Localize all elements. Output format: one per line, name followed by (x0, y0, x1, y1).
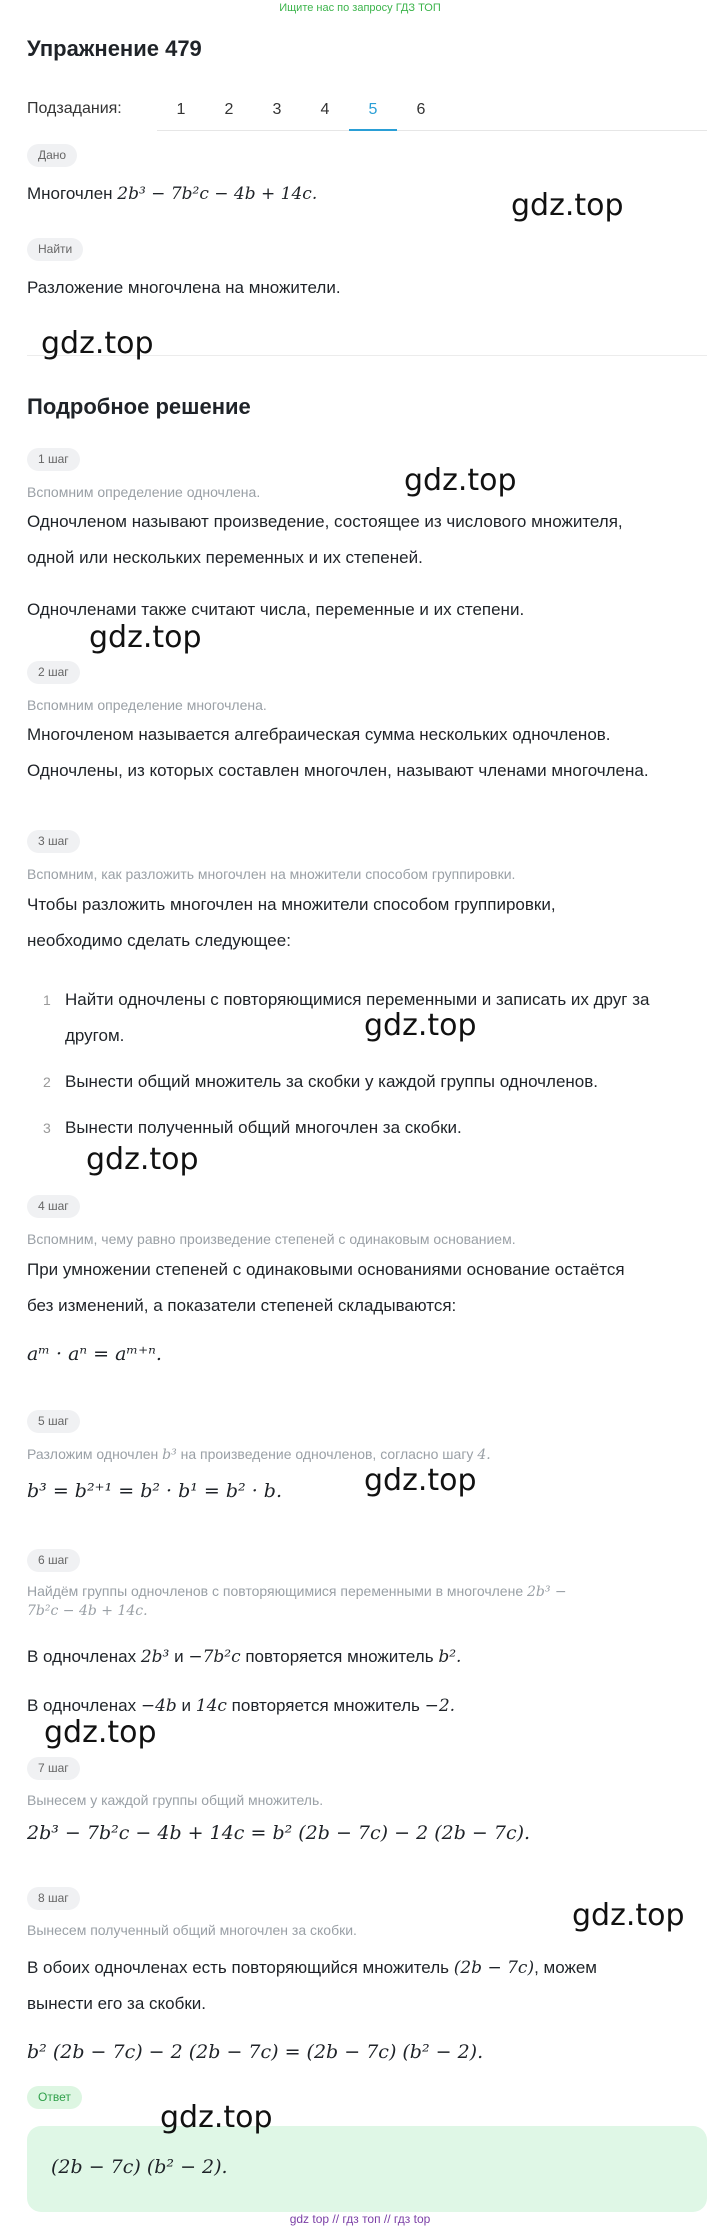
step-3-pill: 3 шаг (27, 830, 80, 853)
step-7-hint: Вынесем у каждой группы общий множитель. (27, 1792, 324, 1808)
watermark: gdz.top (404, 463, 517, 498)
footer-links[interactable]: gdz top // гдз топ // гдз top (289, 2212, 431, 2226)
given-polynomial: 2b³ − 7b²c − 4b + 14c. (117, 184, 318, 204)
list-number: 3 (43, 1120, 51, 1136)
step-3-list-item-2 (43, 1064, 703, 1100)
top-banner[interactable]: Ищите нас по запросу ГДЗ ТОП (279, 2, 441, 14)
step-1-pill: 1 шаг (27, 448, 80, 471)
text: В обоих одночленах есть повторяющийся множитель (27, 1958, 449, 1977)
answer-box (27, 2126, 707, 2212)
step-1-line-2: одной или нескольких переменных и их степеней. (27, 548, 423, 567)
step-8-line-2: вынести его за скобки. (27, 1994, 207, 2013)
step-8-line-1 (27, 1950, 707, 1986)
subtask-tab-3[interactable]: 3 (272, 101, 282, 118)
step-6-line-1 (27, 1639, 707, 1675)
step-2-line-1: Многочленом называется алгебраическая сумма нескольких одночленов. (27, 725, 611, 744)
step-3-hint: Вспомним, как разложить многочлен на множители способом группировки. (27, 866, 516, 882)
text: В одночленах (27, 1696, 137, 1715)
math: −2. (424, 1696, 456, 1716)
text: повторяется множитель (231, 1696, 420, 1715)
text: В одночленах (27, 1647, 137, 1666)
watermark: gdz.top (572, 1898, 685, 1933)
step-3-line-1: Чтобы разложить многочлен на множители способом группировки, (27, 895, 556, 914)
text: и (174, 1647, 184, 1666)
math: (2b − 7c) (453, 1958, 535, 1978)
math: 2b³ (140, 1647, 170, 1667)
step-3-list-item-1-cont: другом. (65, 1026, 125, 1045)
watermark: gdz.top (364, 1463, 477, 1498)
subtasks-tabs (157, 90, 707, 131)
step-5-hint (27, 1446, 707, 1463)
watermark: gdz.top (86, 1142, 199, 1177)
find-pill: Найти (27, 238, 83, 261)
step-8-hint: Вынесем полученный общий многочлен за скобки. (27, 1922, 357, 1938)
step-4-pill: 4 шаг (27, 1195, 80, 1218)
step-6-hint-pre: Найдём группы одночленов с повторяющимися переменными в многочлене (27, 1583, 524, 1599)
list-item-text: Найти одночлены с повторяющимися переменными и записать их друг за (65, 990, 650, 1009)
step-3-list-item-3 (43, 1110, 703, 1146)
step-2-line-2: Одночлены, из которых составлен многочлен, называют членами многочлена. (27, 761, 649, 780)
step-8-pill: 8 шаг (27, 1887, 80, 1910)
watermark: gdz.top (89, 620, 202, 655)
exercise-card (14, 18, 706, 2208)
step-6-pill: 6 шаг (27, 1549, 80, 1572)
answer-formula: (2b − 7c) (b² − 2). (51, 2156, 228, 2178)
step-7-formula: 2b³ − 7b²c − 4b + 14c = b² (2b − 7c) − 2 (2b − 7c). (27, 1822, 531, 1844)
math: −7b²c (188, 1647, 241, 1667)
step-1-line-3: Одночленами также считают числа, переменные и их степени. (27, 600, 525, 619)
step-4-formula: aᵐ · aⁿ = aᵐ⁺ⁿ. (27, 1343, 162, 1365)
text: и (181, 1696, 192, 1715)
list-item-text: Вынести общий множитель за скобки у каждой группы одночленов. (65, 1072, 599, 1091)
step-5-hint-post: на произведение одночленов, согласно шагу (180, 1446, 474, 1462)
step-6-hint-cont (27, 1602, 707, 1619)
page-title: Упражнение 479 (27, 36, 202, 61)
step-4-hint: Вспомним, чему равно произведение степеней с одинаковым основанием. (27, 1231, 516, 1247)
step-5-pill: 5 шаг (27, 1410, 80, 1433)
text: , можем (534, 1958, 597, 1977)
watermark: gdz.top (511, 188, 624, 223)
watermark: gdz.top (44, 1715, 157, 1750)
step-5-hint-math: b³ (162, 1447, 177, 1463)
step-8-formula: b² (2b − 7c) − 2 (2b − 7c) = (2b − 7c) (b² − 2). (27, 2041, 484, 2063)
step-6-hint (27, 1583, 707, 1600)
subtasks-bar (27, 90, 707, 130)
step-5-hint-pre: Разложим одночлен (27, 1446, 159, 1462)
list-number: 2 (43, 1074, 51, 1090)
math: b². (438, 1647, 462, 1667)
subtask-tab-6[interactable]: 6 (416, 101, 426, 118)
watermark: gdz.top (364, 1008, 477, 1043)
subtasks-label: Подзадания: (27, 100, 122, 117)
step-7-pill: 7 шаг (27, 1757, 80, 1780)
watermark: gdz.top (41, 326, 154, 361)
step-5-hint-num: 4. (477, 1447, 491, 1463)
step-6-hint-math-2: 7b²c − 4b + 14c. (27, 1603, 148, 1619)
step-3-line-2: необходимо сделать следующее: (27, 931, 291, 950)
list-item-text: Вынести полученный общий многочлен за скобки. (65, 1118, 462, 1137)
step-1-line-1: Одночленом называют произведение, состоящее из числового множителя, (27, 512, 623, 531)
step-6-hint-math-1: 2b³ − (527, 1584, 567, 1600)
find-text: Разложение многочлена на множители. (27, 278, 341, 297)
solution-heading: Подробное решение (27, 394, 251, 419)
given-prefix: Многочлен (27, 184, 113, 203)
watermark: gdz.top (160, 2100, 273, 2135)
answer-pill: Ответ (27, 2086, 82, 2109)
step-4-line-1: При умножении степеней с одинаковыми основаниями основание остаётся (27, 1260, 625, 1279)
step-2-pill: 2 шаг (27, 661, 80, 684)
step-2-hint: Вспомним определение многочлена. (27, 697, 267, 713)
subtask-tab-2[interactable]: 2 (224, 101, 234, 118)
given-pill: Дано (27, 144, 77, 167)
math: −4b (140, 1696, 177, 1716)
subtask-tab-4[interactable]: 4 (320, 101, 330, 118)
step-1-hint: Вспомним определение одночлена. (27, 484, 261, 500)
list-number: 1 (43, 992, 51, 1008)
step-5-formula: b³ = b²⁺¹ = b² · b¹ = b² · b. (27, 1480, 282, 1502)
text: повторяется множитель (245, 1647, 434, 1666)
subtask-tab-5-active[interactable]: 5 (349, 90, 397, 130)
math: 14c (195, 1696, 227, 1716)
step-4-line-2: без изменений, а показатели степеней складываются: (27, 1296, 457, 1315)
subtask-tab-1[interactable]: 1 (176, 101, 186, 118)
